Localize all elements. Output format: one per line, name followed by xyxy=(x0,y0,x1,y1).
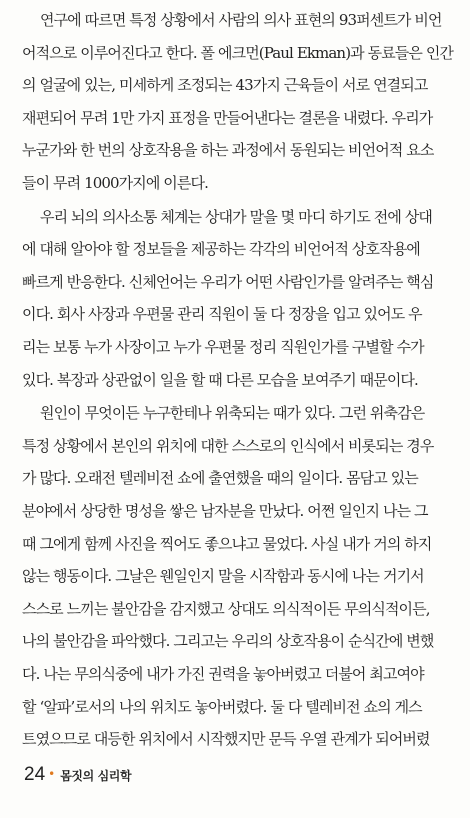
text-line: 스스로 느끼는 불안감을 감지했고 상대도 의식적이든 무의식적이든, xyxy=(22,599,430,618)
text-line: 어적으로 이루어진다고 한다. 폴 에크먼(Paul Ekman)과 동료들은 인간 xyxy=(22,43,454,62)
page-number: 24 xyxy=(24,764,46,785)
text-line: 우리 뇌의 의사소통 체계는 상대가 말을 몇 마디 하기도 전에 상대 xyxy=(40,207,433,226)
text-line: 의 얼굴에 있는, 미세하게 조정되는 43가지 근육들이 서로 연결되고 xyxy=(22,76,428,95)
book-title: 몸짓의 심리학 xyxy=(60,769,132,783)
text-line: 할 ‘알파’로서의 나의 위치도 놓아버렸다. 둘 다 텔레비전 쇼의 게스 xyxy=(22,697,422,716)
text-line: 가 많다. 오래전 텔레비전 쇼에 출연했을 때의 일이다. 몸담고 있는 xyxy=(22,469,418,488)
text-line: 나의 불안감을 파악했다. 그리고는 우리의 상호작용이 순식간에 변했 xyxy=(22,632,434,651)
text-line: 않는 행동이다. 그날은 웬일인지 말을 시작함과 동시에 나는 거기서 xyxy=(22,567,424,586)
text-line: 분야에서 상당한 명성을 쌓은 남자분을 만났다. 어쩐 일인지 나는 그 xyxy=(22,502,428,520)
text-line: 에 대해 알아야 할 정보들을 제공하는 각각의 비언어적 상호작용에 xyxy=(22,240,420,259)
text-line: 누군가와 한 번의 상호작용을 하는 과정에서 동원되는 비언어적 요소 xyxy=(22,141,434,160)
text-line: 있다. 복장과 상관없이 일을 할 때 다른 모습을 보여주기 때문이다. xyxy=(22,370,418,389)
footer-separator: • xyxy=(48,767,56,781)
text-line: 빠르게 반응한다. 신체언어는 우리가 어떤 사람인가를 알려주는 핵심 xyxy=(22,272,434,291)
text-line: 재편되어 무려 1만 가지 표정을 만들어낸다는 결론을 내렸다. 우리가 xyxy=(22,108,433,127)
text-line: 들이 무려 1000가지에 이른다. xyxy=(22,174,208,192)
text-line: 때 그에게 함께 사진을 찍어도 좋으냐고 물었다. 사실 내가 거의 하지 xyxy=(22,534,432,553)
text-line: 이다. 회사 사장과 우편물 관리 직원이 둘 다 정장을 입고 있어도 우 xyxy=(22,305,422,324)
text-line: 특정 상황에서 본인의 위치에 대한 스스로의 인식에서 비롯되는 경우 xyxy=(22,436,434,455)
text-line: 원인이 무엇이든 누구한테나 위축되는 때가 있다. 그런 위축감은 xyxy=(40,404,425,423)
text-line: 연구에 따르면 특정 상황에서 사람의 의사 표현의 93퍼센트가 비언 xyxy=(40,11,442,29)
page-footer xyxy=(24,760,131,788)
text-line: 리는 보통 누가 사장이고 누가 우편물 정리 직원인가를 구별할 수가 xyxy=(22,338,424,356)
text-line: 트였으므로 대등한 위치에서 시작했지만 문득 우열 관계가 되어버렸 xyxy=(22,730,430,749)
text-line: 다. 나는 무의식중에 내가 가진 권력을 놓아버렸고 더불어 최고여야 xyxy=(22,665,424,683)
